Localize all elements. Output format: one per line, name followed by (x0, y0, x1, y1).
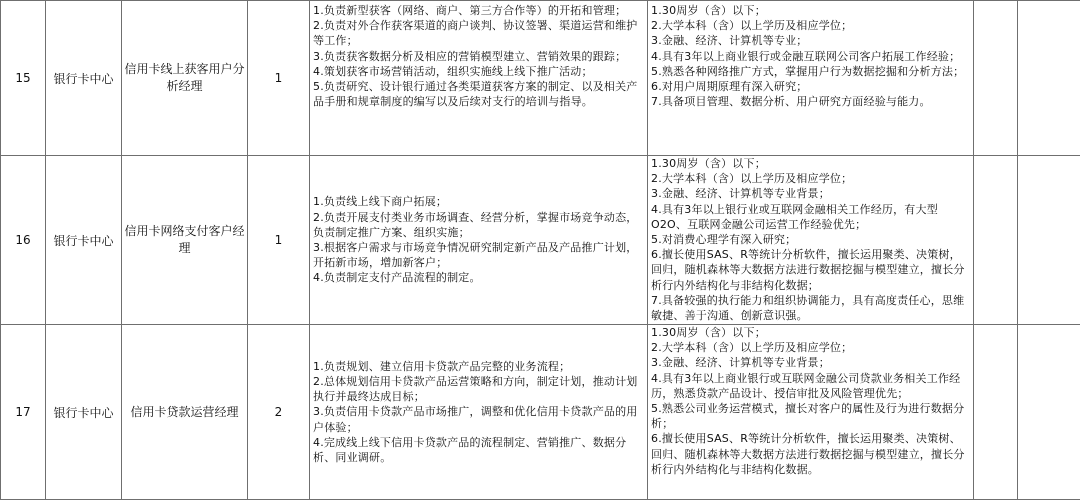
requirement-item: 4.具有3年以上银行业或互联网金融相关工作经历，有大型O2O、互联网金融公司运营工作经验优先； (651, 202, 970, 232)
requirement-item: 5.熟悉各种网络推广方式，掌握用户行为数据挖掘和分析方法； (651, 64, 970, 79)
duties-cell (310, 1, 648, 156)
duties-list (310, 359, 647, 465)
requirement-item: 3.金融、经济、计算机等专业背景； (651, 355, 970, 370)
requirement-item: 6.对用户周期原理有深入研究； (651, 79, 970, 94)
requirement-item: 1.30周岁（含）以下； (651, 325, 970, 340)
duty-item: 2.负责开展支付类业务市场调查、经营分析，掌握市场竞争动态，负责制定推广方案、组织实施； (313, 210, 644, 240)
requirement-item: 4.具有3年以上商业银行或互联网金融公司贷款业务相关工作经历，熟悉贷款产品设计、授信审批及风险管理优先； (651, 371, 970, 401)
duty-item: 2.总体规划信用卡贷款产品运营策略和方向，制定计划，推动计划执行并最终达成目标； (313, 374, 644, 404)
department-cell: 银行卡中心 (46, 1, 122, 156)
headcount: 2 (248, 325, 310, 500)
requirement-item: 6.擅长使用SAS、R等统计分析软件，擅长运用聚类、决策树，回归，随机森林等大数据方法进行数据挖掘与模型建立，擅长分析行内外结构化与非结构化数据； (651, 247, 970, 293)
duty-item: 1.负责规划、建立信用卡贷款产品完整的业务流程； (313, 359, 644, 374)
requirement-item: 2.大学本科（含）以上学历及相应学位； (651, 340, 970, 355)
row-index: 17 (1, 325, 46, 500)
position-title: 信用卡网络支付客户经理 (122, 156, 248, 325)
headcount: 1 (248, 1, 310, 156)
empty-cell (974, 1, 1018, 156)
department-cell: 银行卡中心 (46, 325, 122, 500)
requirement-item: 3.金融、经济、计算机等专业背景； (651, 186, 970, 201)
empty-cell (1018, 156, 1080, 325)
duty-item: 4.策划获客市场营销活动，组织实施线上线下推广活动； (313, 64, 644, 79)
requirement-item: 7.具备项目管理、数据分析、用户研究方面经验与能力。 (651, 94, 970, 109)
table-row (1, 156, 1080, 325)
duty-item: 3.根据客户需求与市场竞争情况研究制定新产品及产品推广计划，开拓新市场，增加新客户； (313, 240, 644, 270)
duty-item: 1.负责线上线下商户拓展； (313, 194, 644, 209)
requirement-item: 5.对消费心理学有深入研究； (651, 232, 970, 247)
duties-list (310, 194, 647, 285)
requirement-item: 2.大学本科（含）以上学历及相应学位； (651, 171, 970, 186)
table-row (1, 325, 1080, 500)
duties-cell (310, 156, 648, 325)
duty-item: 2.负责对外合作获客渠道的商户谈判、协议签署、渠道运营和维护等工作； (313, 18, 644, 48)
duty-item: 3.负责获客数据分析及相应的营销模型建立、营销效果的跟踪； (313, 49, 644, 64)
requirement-item: 6.擅长使用SAS、R等统计分析软件，擅长运用聚类、决策树、回归、随机森林等大数据方法进行数据挖掘与模型建立，擅长分析行内外结构化与非结构化数据。 (651, 431, 970, 477)
duty-item: 4.负责制定支付产品流程的制定。 (313, 270, 644, 285)
requirements-list (648, 325, 973, 477)
requirement-item: 7.具备较强的执行能力和组织协调能力，具有高度责任心，思维敏捷、善于沟通、创新意识强。 (651, 293, 970, 323)
requirements-list (648, 156, 973, 323)
duty-item: 3.负责信用卡贷款产品市场推广，调整和优化信用卡贷款产品的用户体验； (313, 404, 644, 434)
table-row (1, 1, 1080, 156)
duties-list (310, 3, 647, 109)
requirement-item: 1.30周岁（含）以下； (651, 3, 970, 18)
row-index: 16 (1, 156, 46, 325)
empty-cell (974, 325, 1018, 500)
department-cell: 银行卡中心 (46, 156, 122, 325)
row-index: 15 (1, 1, 46, 156)
requirements-cell (648, 1, 974, 156)
requirement-item: 5.熟悉公司业务运营模式，擅长对客户的属性及行为进行数据分析； (651, 401, 970, 431)
requirement-item: 2.大学本科（含）以上学历及相应学位； (651, 18, 970, 33)
empty-cell (1018, 325, 1080, 500)
empty-cell (974, 156, 1018, 325)
empty-cell (1018, 1, 1080, 156)
headcount: 1 (248, 156, 310, 325)
requirements-cell (648, 325, 974, 500)
duty-item: 4.完成线上线下信用卡贷款产品的流程制定、营销推广、数据分析、同业调研。 (313, 435, 644, 465)
requirement-item: 4.具有3年以上商业银行或金融互联网公司客户拓展工作经验； (651, 49, 970, 64)
position-title: 信用卡线上获客用户分析经理 (122, 1, 248, 156)
requirement-item: 1.30周岁（含）以下； (651, 156, 970, 171)
position-title: 信用卡贷款运营经理 (122, 325, 248, 500)
duty-item: 5.负责研究、设计银行通过各类渠道获客方案的制定、以及相关产品手册和规章制度的编写以及后续对支行的培训与指导。 (313, 79, 644, 109)
duty-item: 1.负责新型获客（网络、商户、第三方合作等）的开拓和管理； (313, 3, 644, 18)
requirements-list (648, 3, 973, 109)
requirements-cell (648, 156, 974, 325)
requirement-item: 3.金融、经济、计算机等专业； (651, 33, 970, 48)
duties-cell (310, 325, 648, 500)
